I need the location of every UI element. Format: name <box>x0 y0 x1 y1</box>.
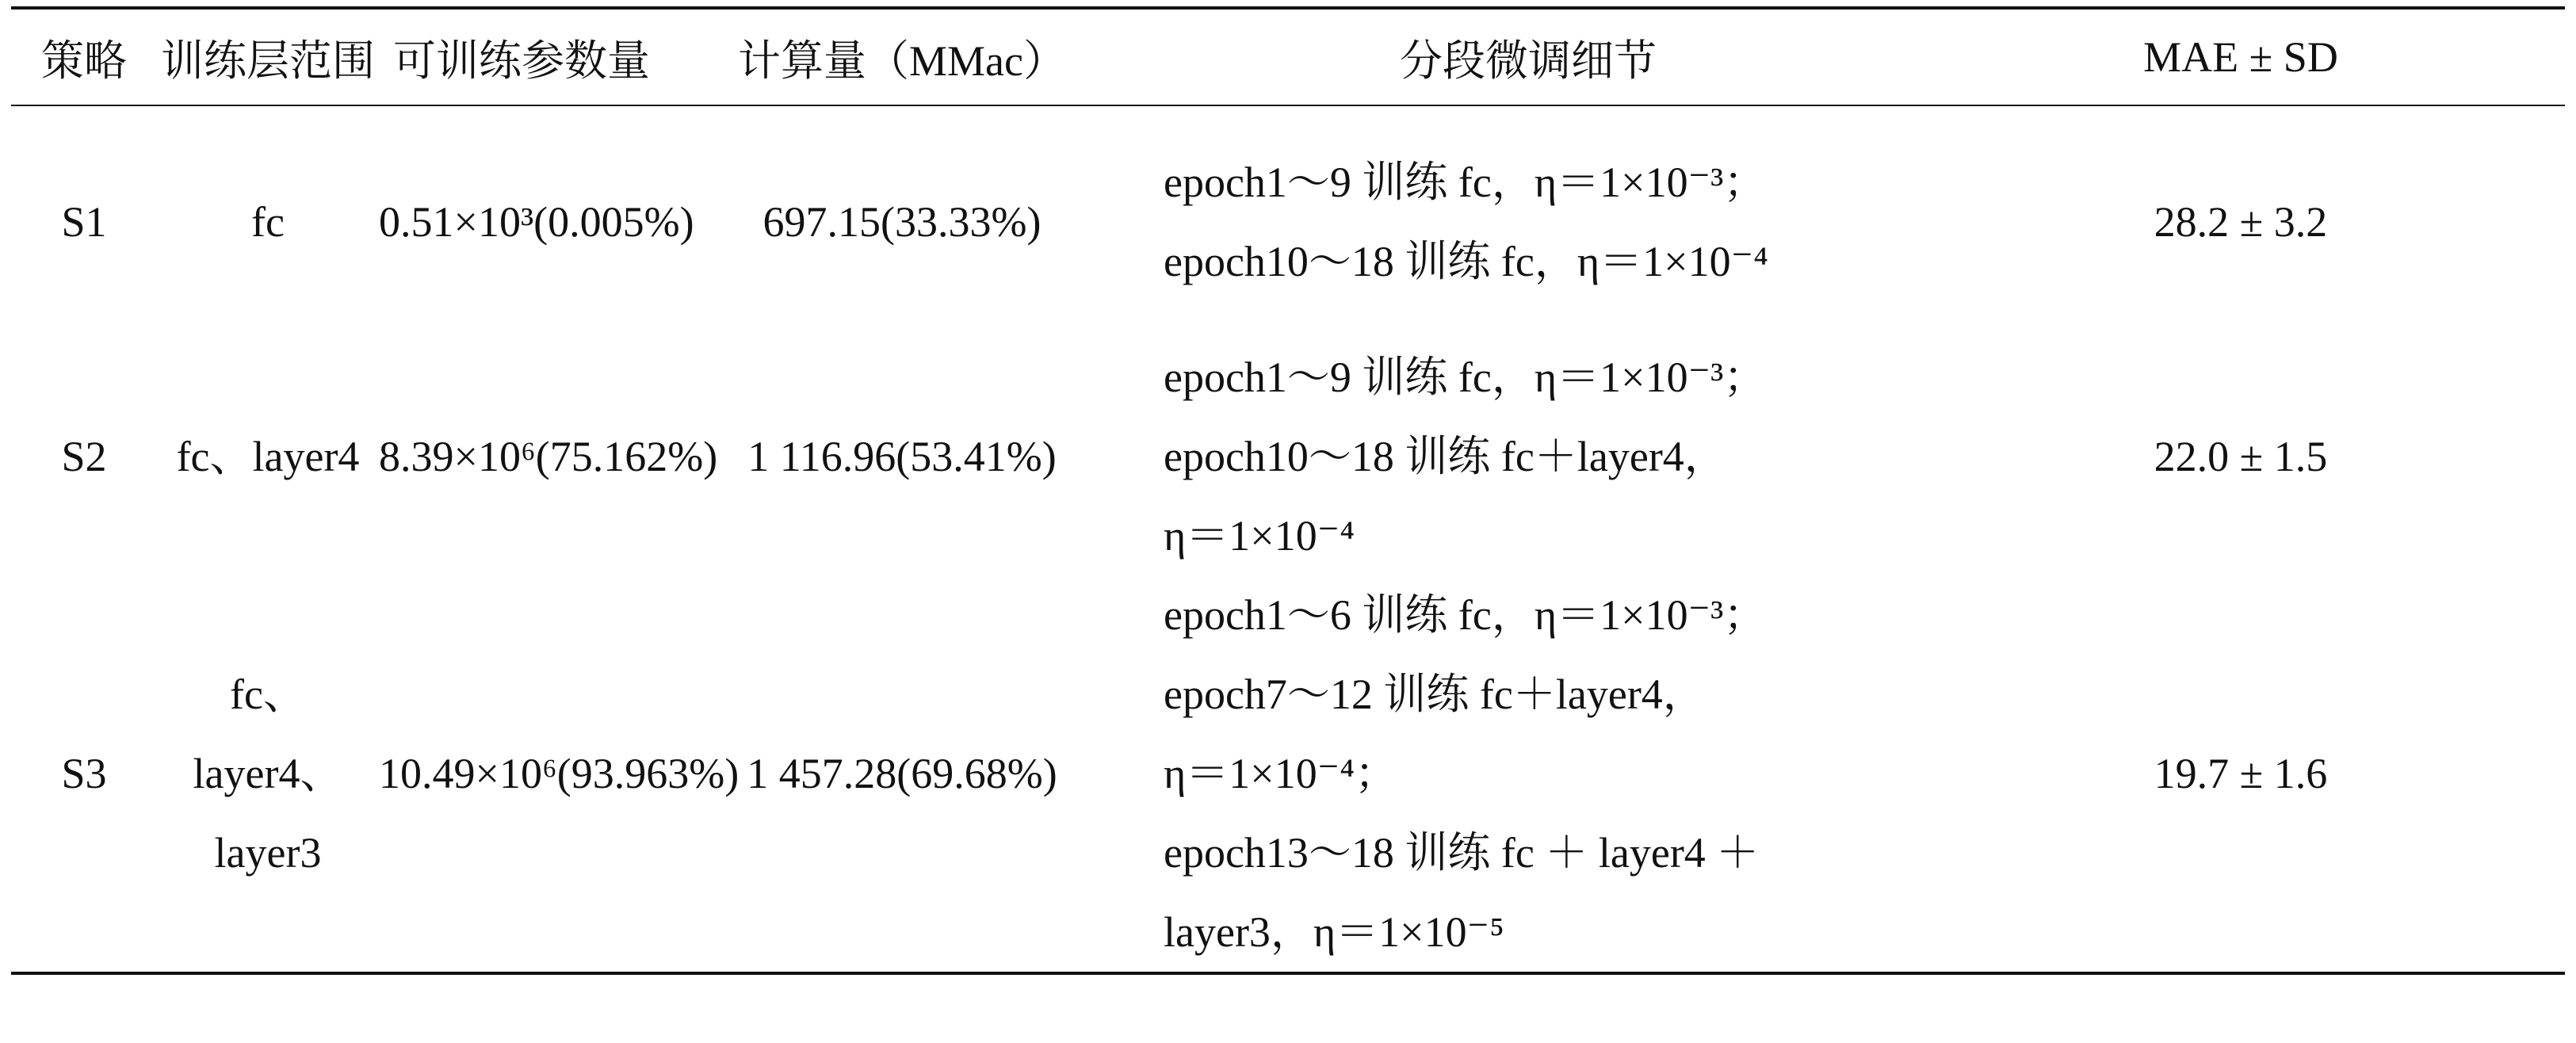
detail-line: epoch7～12 训练 fc＋layer4， <box>1164 670 1706 718</box>
cell-compute: 697.15(33.33%) <box>762 198 1041 246</box>
cell-trainable-params: 0.51×10³(0.005%) <box>379 198 694 246</box>
cell-compute: 1 457.28(69.68%) <box>747 750 1057 797</box>
layer-range-line: fc、layer4、 <box>193 670 343 797</box>
detail-line: η＝1×10⁻⁴； <box>1164 750 1398 797</box>
header-trainable-params: 可训练参数量 <box>393 36 650 85</box>
cell-finetune-details <box>1140 338 1917 575</box>
strategy-table <box>11 6 2565 975</box>
cell-layer-range <box>157 575 379 973</box>
cell-layer-range <box>157 338 379 575</box>
cell-trainable-params: 8.39×10⁶(75.162%) <box>379 433 718 480</box>
cell-finetune-details <box>1140 105 1917 338</box>
cell-strategy: S1 <box>61 198 107 246</box>
cell-mae-sd: 19.7 ± 1.6 <box>2154 750 2328 797</box>
table-row <box>11 105 2565 338</box>
cell-mae-sd: 28.2 ± 3.2 <box>2154 198 2328 246</box>
header-layer-range: 训练层范围 <box>161 36 375 85</box>
detail-line: epoch13～18 训练 fc ＋ layer4 ＋ <box>1164 829 1760 877</box>
cell-compute: 1 116.96(53.41%) <box>747 433 1057 480</box>
detail-line: epoch10～18 训练 fc，η＝1×10⁻⁴ <box>1164 238 1768 285</box>
detail-line: epoch1～9 训练 fc，η＝1×10⁻³； <box>1164 353 1767 401</box>
cell-strategy: S2 <box>61 433 107 480</box>
layer-range-line: layer3 <box>214 829 322 877</box>
table-header-row <box>11 8 2565 105</box>
detail-line: η＝1×10⁻⁴ <box>1164 512 1355 560</box>
cell-mae-sd: 22.0 ± 1.5 <box>2154 433 2328 480</box>
header-mae-sd: MAE ± SD <box>2143 33 2338 81</box>
detail-line: epoch1～9 训练 fc，η＝1×10⁻³； <box>1164 159 1767 206</box>
cell-finetune-details <box>1140 575 1917 973</box>
cell-trainable-params: 10.49×10⁶(93.963%) <box>379 750 740 797</box>
detail-line: layer3，η＝1×10⁻⁵ <box>1164 908 1504 956</box>
detail-line: epoch10～18 训练 fc＋layer4， <box>1164 433 1727 480</box>
header-compute: 计算量（MMac） <box>738 36 1066 85</box>
table-row <box>11 575 2565 973</box>
cell-strategy: S3 <box>61 750 107 797</box>
strategy-table-container <box>11 6 2565 975</box>
layer-range-line: fc <box>251 198 285 246</box>
header-finetune-details: 分段微调细节 <box>1400 36 1657 85</box>
table-row <box>11 338 2565 575</box>
detail-line: epoch1～6 训练 fc，η＝1×10⁻³； <box>1164 591 1767 639</box>
cell-layer-range <box>157 105 379 338</box>
header-strategy: 策略 <box>41 36 127 85</box>
layer-range-line: fc、layer4 <box>176 433 360 480</box>
